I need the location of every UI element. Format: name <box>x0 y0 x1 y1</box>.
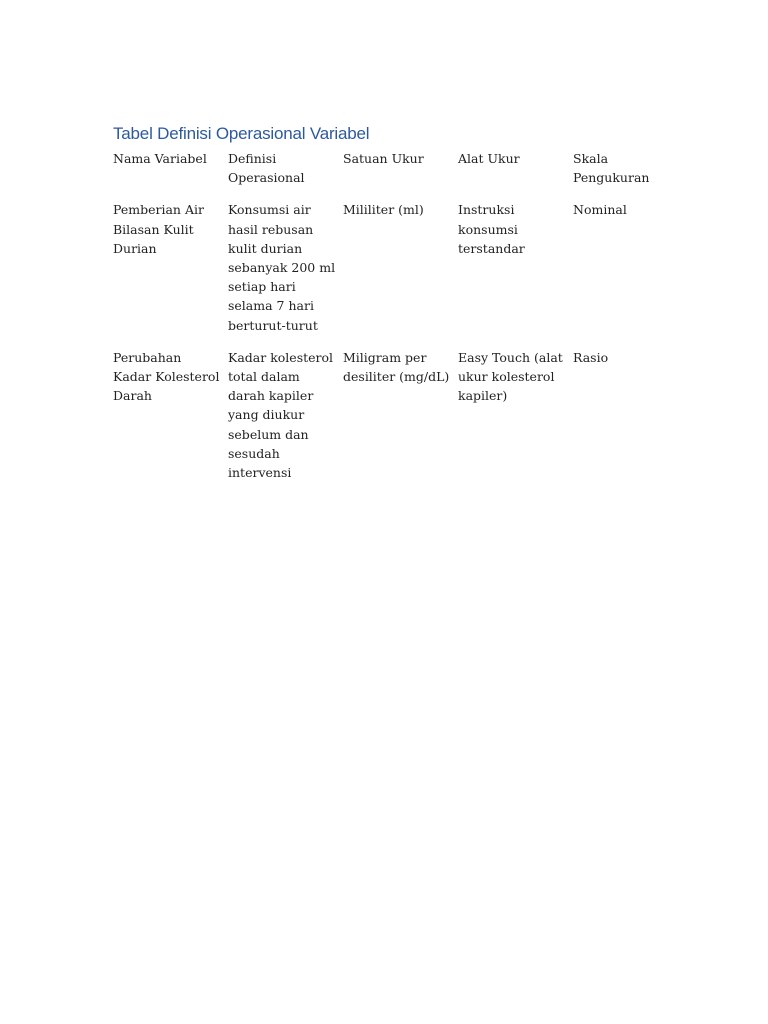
cell-satuan-ukur: Miligram per desiliter (mg/dL) <box>343 349 450 385</box>
table-row <box>113 348 681 495</box>
cell-nama-variabel: Pemberian Air Bilasan Kulit Durian <box>113 202 204 256</box>
definition-table <box>113 149 681 495</box>
header-satuan-ukur: Satuan Ukur <box>343 151 424 166</box>
cell-definisi-operasional: Kadar kolesterol total dalam darah kapiler yang diukur sebelum dan sesudah intervensi <box>228 349 334 481</box>
header-alat-ukur: Alat Ukur <box>458 151 520 166</box>
cell-nama-variabel: Perubahan Kadar Kolesterol Darah <box>113 349 220 404</box>
header-nama-variabel: Nama Variabel <box>113 151 207 166</box>
header-definisi-operasional: Definisi Operasional <box>228 151 305 186</box>
table-row <box>113 200 681 347</box>
table-header-row <box>113 149 681 200</box>
cell-satuan-ukur: Mililiter (ml) <box>343 202 424 218</box>
cell-alat-ukur: Instruksi konsumsi terstandar <box>458 202 525 256</box>
cell-skala-pengukuran: Rasio <box>573 349 609 365</box>
cell-skala-pengukuran: Nominal <box>573 202 627 218</box>
header-skala-pengukuran: Skala Pengukuran <box>573 151 650 186</box>
cell-alat-ukur: Easy Touch (alat ukur kolesterol kapiler) <box>458 349 563 404</box>
cell-definisi-operasional: Konsumsi air hasil rebusan kulit durian sebanyak 200 ml setiap hari selama 7 hari berturut-turut <box>228 202 336 333</box>
table-title: Tabel Definisi Operasional Variabel <box>113 124 370 143</box>
